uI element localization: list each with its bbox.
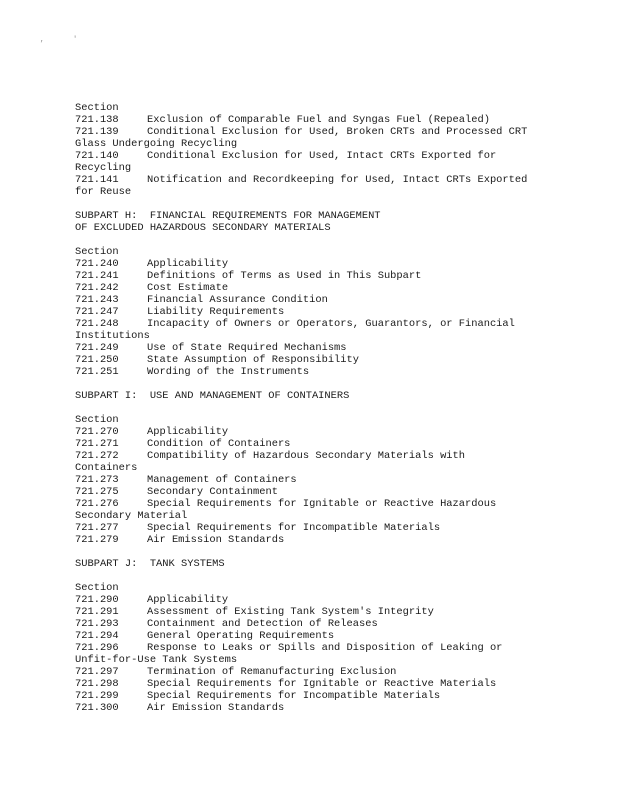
section-number: 721.242 xyxy=(75,282,119,294)
section-number: 721.138 xyxy=(75,114,119,126)
section-title: General Operating Requirements xyxy=(147,630,335,642)
section-number: 721.241 xyxy=(75,270,119,282)
subpart-heading xyxy=(75,390,545,402)
toc-entry xyxy=(75,618,545,630)
section-title-continuation: Secondary Material xyxy=(75,510,188,522)
section-number: 721.251 xyxy=(75,366,119,378)
section-title: Wording of the Instruments xyxy=(147,366,310,378)
toc-entry xyxy=(75,642,545,666)
scan-mark: , xyxy=(40,36,45,44)
section-number: 721.240 xyxy=(75,258,119,270)
toc-entry xyxy=(75,114,545,126)
section-title: Compatibility of Hazardous Secondary Materials with xyxy=(147,450,466,462)
section-title: Response to Leaks or Spills and Disposition of Leaking or xyxy=(147,642,503,654)
toc-entry xyxy=(75,306,545,318)
section-number: 721.298 xyxy=(75,678,119,690)
section-title: Definitions of Terms as Used in This Subpart xyxy=(147,270,422,282)
section-number: 721.300 xyxy=(75,702,119,714)
section-title: Assessment of Existing Tank System's Integrity xyxy=(147,606,434,618)
section-title: Special Requirements for Incompatible Materials xyxy=(147,690,441,702)
toc-entry xyxy=(75,486,545,498)
section-number: 721.291 xyxy=(75,606,119,618)
section-title-continuation: Containers xyxy=(75,462,138,474)
subpart-heading xyxy=(75,558,545,570)
section-number: 721.249 xyxy=(75,342,119,354)
section-number: 721.250 xyxy=(75,354,119,366)
section-block xyxy=(75,210,545,378)
section-title: Special Requirements for Ignitable or Reactive Materials xyxy=(147,678,497,690)
subpart-heading-line: SUBPART J: TANK SYSTEMS xyxy=(75,558,225,570)
section-title: Air Emission Standards xyxy=(147,702,285,714)
toc-entry xyxy=(75,666,545,678)
section-title: Special Requirements for Incompatible Materials xyxy=(147,522,441,534)
toc-entry xyxy=(75,342,545,354)
section-number: 721.275 xyxy=(75,486,119,498)
section-label: Section xyxy=(75,414,119,426)
section-number: 721.140 xyxy=(75,150,119,162)
section-title: Secondary Containment xyxy=(147,486,278,498)
section-title: Conditional Exclusion for Used, Broken CRTs and Processed CRT xyxy=(147,126,528,138)
section-title: Applicability xyxy=(147,426,229,438)
section-number: 721.141 xyxy=(75,174,119,186)
section-title-continuation: Glass Undergoing Recycling xyxy=(75,138,238,150)
scan-mark: ' xyxy=(73,36,78,44)
blank-line xyxy=(75,570,545,582)
section-title: Financial Assurance Condition xyxy=(147,294,328,306)
section-title: Applicability xyxy=(147,594,229,606)
section-number: 721.273 xyxy=(75,474,119,486)
subpart-heading xyxy=(75,210,545,234)
section-title: Special Requirements for Ignitable or Reactive Hazardous xyxy=(147,498,497,510)
toc-entry xyxy=(75,426,545,438)
section-number: 721.276 xyxy=(75,498,119,510)
toc-entry xyxy=(75,606,545,618)
section-number: 721.299 xyxy=(75,690,119,702)
toc-entry xyxy=(75,630,545,642)
section-title: Air Emission Standards xyxy=(147,534,285,546)
section-number: 721.272 xyxy=(75,450,119,462)
section-title: Cost Estimate xyxy=(147,282,229,294)
subpart-heading-line: SUBPART H: FINANCIAL REQUIREMENTS FOR MANAGEMENT xyxy=(75,210,381,222)
section-label: Section xyxy=(75,582,119,594)
section-block xyxy=(75,102,545,198)
section-number: 721.279 xyxy=(75,534,119,546)
toc-entry xyxy=(75,678,545,690)
section-title: State Assumption of Responsibility xyxy=(147,354,360,366)
toc-entry xyxy=(75,174,545,198)
toc-entry xyxy=(75,270,545,282)
section-title-continuation: Institutions xyxy=(75,330,150,342)
section-number: 721.139 xyxy=(75,126,119,138)
section-title: Termination of Remanufacturing Exclusion xyxy=(147,666,397,678)
blank-line xyxy=(75,402,545,414)
section-title: Use of State Required Mechanisms xyxy=(147,342,347,354)
section-number: 721.247 xyxy=(75,306,119,318)
toc-entry xyxy=(75,522,545,534)
toc-entry xyxy=(75,354,545,366)
toc-entry xyxy=(75,150,545,174)
section-title-continuation: Recycling xyxy=(75,162,132,174)
section-title-continuation: for Reuse xyxy=(75,186,132,198)
toc-entry xyxy=(75,318,545,342)
section-label: Section xyxy=(75,102,119,114)
toc-entry xyxy=(75,594,545,606)
section-block xyxy=(75,558,545,714)
toc-entry xyxy=(75,366,545,378)
section-title: Condition of Containers xyxy=(147,438,291,450)
section-title: Applicability xyxy=(147,258,229,270)
toc-entry xyxy=(75,438,545,450)
section-title: Exclusion of Comparable Fuel and Syngas Fuel (Repealed) xyxy=(147,114,490,126)
section-number: 721.290 xyxy=(75,594,119,606)
section-number: 721.294 xyxy=(75,630,119,642)
section-title: Incapacity of Owners or Operators, Guarantors, or Financial xyxy=(147,318,515,330)
toc-entry xyxy=(75,498,545,522)
section-number: 721.297 xyxy=(75,666,119,678)
toc-entry xyxy=(75,474,545,486)
section-title: Containment and Detection of Releases xyxy=(147,618,378,630)
section-title: Management of Containers xyxy=(147,474,297,486)
section-number: 721.296 xyxy=(75,642,119,654)
blank-line xyxy=(75,234,545,246)
table-of-contents xyxy=(75,102,545,714)
section-number: 721.243 xyxy=(75,294,119,306)
toc-entry xyxy=(75,126,545,150)
toc-entry xyxy=(75,294,545,306)
section-block xyxy=(75,390,545,546)
toc-entry xyxy=(75,258,545,270)
toc-entry xyxy=(75,690,545,702)
section-label: Section xyxy=(75,246,119,258)
toc-entry xyxy=(75,534,545,546)
section-title-continuation: Unfit-for-Use Tank Systems xyxy=(75,654,238,666)
section-title: Notification and Recordkeeping for Used, Intact CRTs Exported xyxy=(147,174,528,186)
toc-entry xyxy=(75,282,545,294)
section-number: 721.270 xyxy=(75,426,119,438)
toc-entry xyxy=(75,450,545,474)
subpart-heading-line: OF EXCLUDED HAZARDOUS SECONDARY MATERIALS xyxy=(75,222,331,234)
subpart-heading-line: SUBPART I: USE AND MANAGEMENT OF CONTAINERS xyxy=(75,390,350,402)
section-number: 721.293 xyxy=(75,618,119,630)
section-title: Conditional Exclusion for Used, Intact CRTs Exported for xyxy=(147,150,497,162)
section-title: Liability Requirements xyxy=(147,306,285,318)
toc-entry xyxy=(75,702,545,714)
section-number: 721.277 xyxy=(75,522,119,534)
section-number: 721.271 xyxy=(75,438,119,450)
section-number: 721.248 xyxy=(75,318,119,330)
